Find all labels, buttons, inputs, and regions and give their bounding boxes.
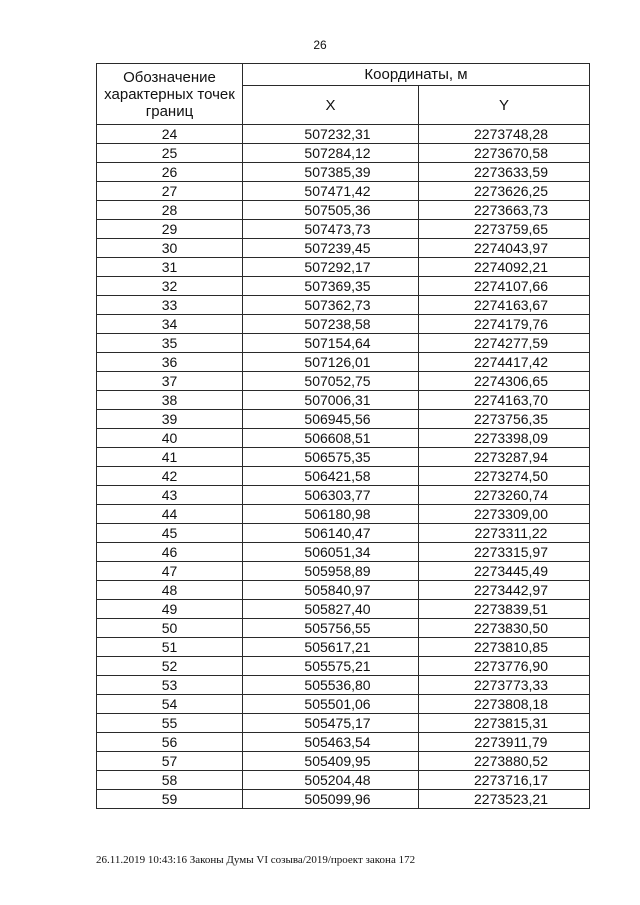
x-coordinate: 505575,21 (243, 657, 419, 676)
point-number: 59 (97, 790, 243, 809)
point-number: 29 (97, 220, 243, 239)
x-coordinate: 505840,97 (243, 581, 419, 600)
point-number: 54 (97, 695, 243, 714)
y-coordinate: 2273810,85 (419, 638, 590, 657)
point-number: 44 (97, 505, 243, 524)
table-row (97, 201, 590, 220)
table-row (97, 277, 590, 296)
y-coordinate: 2273880,52 (419, 752, 590, 771)
point-number: 33 (97, 296, 243, 315)
x-coordinate: 507154,64 (243, 334, 419, 353)
y-coordinate: 2273773,33 (419, 676, 590, 695)
y-coordinate: 2273830,50 (419, 619, 590, 638)
table-row (97, 733, 590, 752)
point-number: 39 (97, 410, 243, 429)
x-coordinate: 507239,45 (243, 239, 419, 258)
x-coordinate: 506575,35 (243, 448, 419, 467)
x-coordinate: 505099,96 (243, 790, 419, 809)
x-coordinate: 507385,39 (243, 163, 419, 182)
table-header (97, 64, 590, 125)
y-coordinate: 2274092,21 (419, 258, 590, 277)
point-number: 57 (97, 752, 243, 771)
y-coordinate: 2273776,90 (419, 657, 590, 676)
designation-header: Обозначение характерных точек границ (97, 64, 243, 125)
point-number: 31 (97, 258, 243, 277)
table-row (97, 125, 590, 144)
y-coordinate: 2273808,18 (419, 695, 590, 714)
y-coordinate: 2273663,73 (419, 201, 590, 220)
table-row (97, 144, 590, 163)
point-number: 40 (97, 429, 243, 448)
table-row (97, 676, 590, 695)
x-coordinate: 507369,35 (243, 277, 419, 296)
point-number: 56 (97, 733, 243, 752)
table-row (97, 543, 590, 562)
point-number: 43 (97, 486, 243, 505)
x-coordinate: 506303,77 (243, 486, 419, 505)
x-coordinate: 505756,55 (243, 619, 419, 638)
y-column-header: Y (419, 86, 590, 125)
point-number: 52 (97, 657, 243, 676)
x-coordinate: 505617,21 (243, 638, 419, 657)
point-number: 27 (97, 182, 243, 201)
point-number: 37 (97, 372, 243, 391)
table-row (97, 410, 590, 429)
x-coordinate: 505536,80 (243, 676, 419, 695)
point-number: 36 (97, 353, 243, 372)
table-row (97, 429, 590, 448)
point-number: 49 (97, 600, 243, 619)
y-coordinate: 2273626,25 (419, 182, 590, 201)
table-row (97, 581, 590, 600)
x-coordinate: 505501,06 (243, 695, 419, 714)
point-number: 41 (97, 448, 243, 467)
y-coordinate: 2273260,74 (419, 486, 590, 505)
x-coordinate: 506421,58 (243, 467, 419, 486)
x-coordinate: 507006,31 (243, 391, 419, 410)
x-coordinate: 506051,34 (243, 543, 419, 562)
y-coordinate: 2274417,42 (419, 353, 590, 372)
y-coordinate: 2273398,09 (419, 429, 590, 448)
table-row (97, 619, 590, 638)
y-coordinate: 2273315,97 (419, 543, 590, 562)
x-coordinate: 507471,42 (243, 182, 419, 201)
x-coordinate: 507238,58 (243, 315, 419, 334)
y-coordinate: 2273839,51 (419, 600, 590, 619)
footer-stamp: 26.11.2019 10:43:16 Законы Думы VI созыва/2019/проект закона 172 (96, 854, 416, 866)
table-row (97, 296, 590, 315)
x-coordinate: 505827,40 (243, 600, 419, 619)
y-coordinate: 2273442,97 (419, 581, 590, 600)
table-row (97, 239, 590, 258)
y-coordinate: 2274163,70 (419, 391, 590, 410)
point-number: 48 (97, 581, 243, 600)
point-number: 30 (97, 239, 243, 258)
x-coordinate: 505463,54 (243, 733, 419, 752)
x-coordinate: 507052,75 (243, 372, 419, 391)
y-coordinate: 2273759,65 (419, 220, 590, 239)
point-number: 58 (97, 771, 243, 790)
y-coordinate: 2273287,94 (419, 448, 590, 467)
y-coordinate: 2273911,79 (419, 733, 590, 752)
x-coordinate: 507292,17 (243, 258, 419, 277)
table-row (97, 467, 590, 486)
table-body (97, 125, 590, 809)
y-coordinate: 2273311,22 (419, 524, 590, 543)
x-coordinate: 505409,95 (243, 752, 419, 771)
x-coordinate: 507232,31 (243, 125, 419, 144)
x-coordinate: 506608,51 (243, 429, 419, 448)
y-coordinate: 2273523,21 (419, 790, 590, 809)
x-coordinate: 507505,36 (243, 201, 419, 220)
page-number: 26 (313, 38, 327, 52)
y-coordinate: 2274306,65 (419, 372, 590, 391)
coordinates-header: Координаты, м (243, 64, 590, 86)
point-number: 34 (97, 315, 243, 334)
table-row (97, 505, 590, 524)
x-coordinate: 505204,48 (243, 771, 419, 790)
y-coordinate: 2273670,58 (419, 144, 590, 163)
table-row (97, 695, 590, 714)
y-coordinate: 2274277,59 (419, 334, 590, 353)
point-number: 28 (97, 201, 243, 220)
y-coordinate: 2274163,67 (419, 296, 590, 315)
point-number: 24 (97, 125, 243, 144)
table-row (97, 258, 590, 277)
table-row (97, 182, 590, 201)
point-number: 50 (97, 619, 243, 638)
y-coordinate: 2273815,31 (419, 714, 590, 733)
table-row (97, 752, 590, 771)
y-coordinate: 2273633,59 (419, 163, 590, 182)
x-coordinate: 506945,56 (243, 410, 419, 429)
x-coordinate: 506140,47 (243, 524, 419, 543)
y-coordinate: 2273309,00 (419, 505, 590, 524)
table-row (97, 524, 590, 543)
y-coordinate: 2273748,28 (419, 125, 590, 144)
table-row (97, 714, 590, 733)
table-row (97, 638, 590, 657)
y-coordinate: 2273445,49 (419, 562, 590, 581)
table-row (97, 315, 590, 334)
table-row (97, 220, 590, 239)
y-coordinate: 2273716,17 (419, 771, 590, 790)
point-number: 26 (97, 163, 243, 182)
point-number: 38 (97, 391, 243, 410)
x-coordinate: 505958,89 (243, 562, 419, 581)
point-number: 46 (97, 543, 243, 562)
table-row (97, 790, 590, 809)
x-coordinate: 506180,98 (243, 505, 419, 524)
point-number: 25 (97, 144, 243, 163)
y-coordinate: 2274043,97 (419, 239, 590, 258)
table-row (97, 486, 590, 505)
point-number: 42 (97, 467, 243, 486)
table-row (97, 334, 590, 353)
table-row (97, 600, 590, 619)
y-coordinate: 2274179,76 (419, 315, 590, 334)
point-number: 47 (97, 562, 243, 581)
x-coordinate: 505475,17 (243, 714, 419, 733)
table-row (97, 372, 590, 391)
table-row (97, 448, 590, 467)
point-number: 45 (97, 524, 243, 543)
y-coordinate: 2273274,50 (419, 467, 590, 486)
x-coordinate: 507126,01 (243, 353, 419, 372)
table-row (97, 353, 590, 372)
point-number: 35 (97, 334, 243, 353)
table-row (97, 163, 590, 182)
x-coordinate: 507473,73 (243, 220, 419, 239)
point-number: 32 (97, 277, 243, 296)
point-number: 55 (97, 714, 243, 733)
table-row (97, 391, 590, 410)
table-row (97, 657, 590, 676)
x-coordinate: 507284,12 (243, 144, 419, 163)
coordinates-table (96, 63, 590, 809)
table-row (97, 771, 590, 790)
y-coordinate: 2273756,35 (419, 410, 590, 429)
x-column-header: X (243, 86, 419, 125)
x-coordinate: 507362,73 (243, 296, 419, 315)
y-coordinate: 2274107,66 (419, 277, 590, 296)
point-number: 53 (97, 676, 243, 695)
table-row (97, 562, 590, 581)
point-number: 51 (97, 638, 243, 657)
